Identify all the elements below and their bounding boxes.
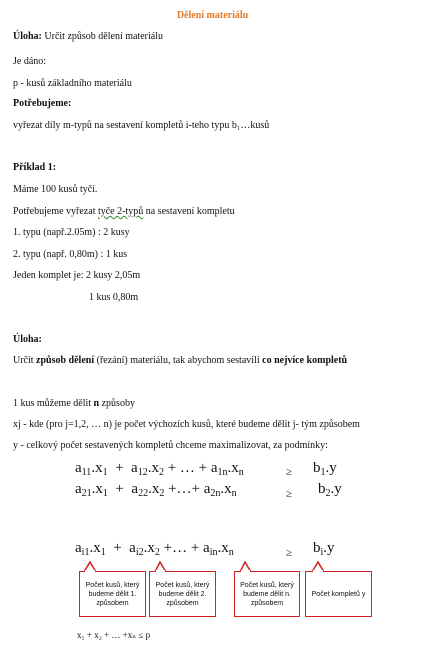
ge-sign-2: ≥ — [286, 488, 293, 500]
rhs-b: b — [313, 460, 321, 476]
sub: 11 — [81, 467, 92, 478]
example-line2-b: tyče 2-typů — [97, 206, 144, 217]
rhs-y: .y — [323, 540, 335, 556]
sub: 2n — [210, 488, 221, 499]
coef: a — [75, 460, 82, 476]
ways-c: způsoby — [99, 398, 135, 409]
sub: n — [231, 488, 237, 499]
ellipsis: +…+ — [164, 481, 204, 497]
rhs-b: b — [318, 481, 326, 497]
example-type2: 2. typu (např. 0,80m) : 1 kus — [13, 249, 128, 260]
given-label: Je dáno: — [13, 56, 47, 67]
sub: 2 — [159, 488, 165, 499]
example-line2-a: Potřebujeme vyřezat — [13, 206, 98, 217]
sub: 2 — [325, 488, 331, 499]
callout-x2: Počet kusů, který budeme dělit 2. způsobem — [149, 571, 216, 617]
example-line2-c: na sestavení kompletu — [143, 206, 235, 217]
sub: 1 — [100, 547, 106, 558]
coef: a — [203, 481, 211, 497]
sub: 22 — [138, 488, 149, 499]
need-text: vyřezat díly m-typů na sestavení kompletů i-teho typu b₁…kusů — [13, 120, 270, 131]
rhs-y: .y — [330, 481, 342, 497]
plus: + — [107, 460, 132, 476]
example-type1: 1. typu (např.2.05m) : 2 kusy — [13, 227, 130, 238]
coef: a — [129, 540, 136, 556]
sub: 1 — [102, 467, 108, 478]
coef: a — [75, 540, 82, 556]
ways-a: 1 kus můžeme dělit — [13, 398, 94, 409]
callout-x1: Počet kusů, který budeme dělit 1. způsobem — [79, 571, 146, 617]
example-set1: Jeden komplet je: 2 kusy 2,05m — [13, 270, 141, 281]
var: .x — [148, 481, 160, 497]
var: .x — [217, 540, 229, 556]
var: .x — [147, 460, 159, 476]
var: .x — [91, 481, 103, 497]
sub: in — [209, 547, 218, 558]
var: .x — [91, 460, 103, 476]
coef: a — [203, 540, 210, 556]
need-label: Potřebujeme: — [13, 98, 72, 109]
ways-b: n — [93, 398, 100, 409]
coef: a — [210, 460, 218, 476]
task2-d: co nejvíce kompletů — [262, 355, 348, 366]
ge-sign-1: ≥ — [286, 466, 293, 478]
rhs-b: b — [313, 540, 321, 556]
task2-label: Úloha: — [13, 334, 42, 345]
task2-a: Určit — [13, 355, 37, 366]
example-line1: Máme 100 kusů tyčí. — [13, 184, 98, 195]
sub: 2 — [158, 467, 164, 478]
var: .x — [143, 540, 155, 556]
ge-sign-i: ≥ — [286, 547, 293, 559]
sub: 2 — [154, 547, 160, 558]
ellipsis: + … + — [163, 460, 211, 476]
sub: 1 — [102, 488, 108, 499]
task2-c: (řezání) materiálu, tak abychom sestavili — [94, 355, 263, 366]
example-set2: 1 kus 0,80m — [89, 292, 139, 303]
task2-b: způsob dělení — [36, 355, 95, 366]
var: .x — [227, 460, 239, 476]
task-label: Úloha: — [13, 31, 42, 42]
example-label: Příklad 1: — [13, 162, 57, 173]
var: .x — [89, 540, 101, 556]
plus: + — [107, 481, 132, 497]
sub: i1 — [81, 547, 90, 558]
sub: 12 — [137, 467, 148, 478]
plus: + — [105, 540, 130, 556]
ellipsis: +… + — [159, 540, 204, 556]
callout-y: Počet kompletů y — [305, 571, 372, 617]
coef: a — [75, 481, 82, 497]
sub: n — [238, 467, 244, 478]
sub: 1 — [320, 467, 326, 478]
page-title: Dělení materiálu — [176, 10, 249, 21]
sub: n — [228, 547, 234, 558]
sub: i2 — [135, 547, 144, 558]
callout-xn: Počet kusů, který budeme dělit n. způsobem — [234, 571, 300, 617]
constraint-sum: x₁ + x₂ + … +xₙ ≤ p — [77, 630, 151, 640]
var: .x — [220, 481, 232, 497]
coef: a — [131, 481, 139, 497]
xj-text: xj - kde (pro j=1,2, … n) je počet výchozích kusů, které budeme dělit j- tým způsobem — [13, 419, 360, 430]
sub: 21 — [81, 488, 92, 499]
given-text: p - kusů základního materiálu — [13, 78, 132, 89]
sub: 1n — [217, 467, 228, 478]
task-text: Určit způsob dělení materiálu — [41, 31, 163, 42]
rhs-y: .y — [325, 460, 337, 476]
sub: i — [320, 547, 324, 558]
y-text: y - celkový počet sestavených kompletů chceme maximalizovat, za podmínky: — [13, 440, 328, 451]
coef: a — [131, 460, 138, 476]
